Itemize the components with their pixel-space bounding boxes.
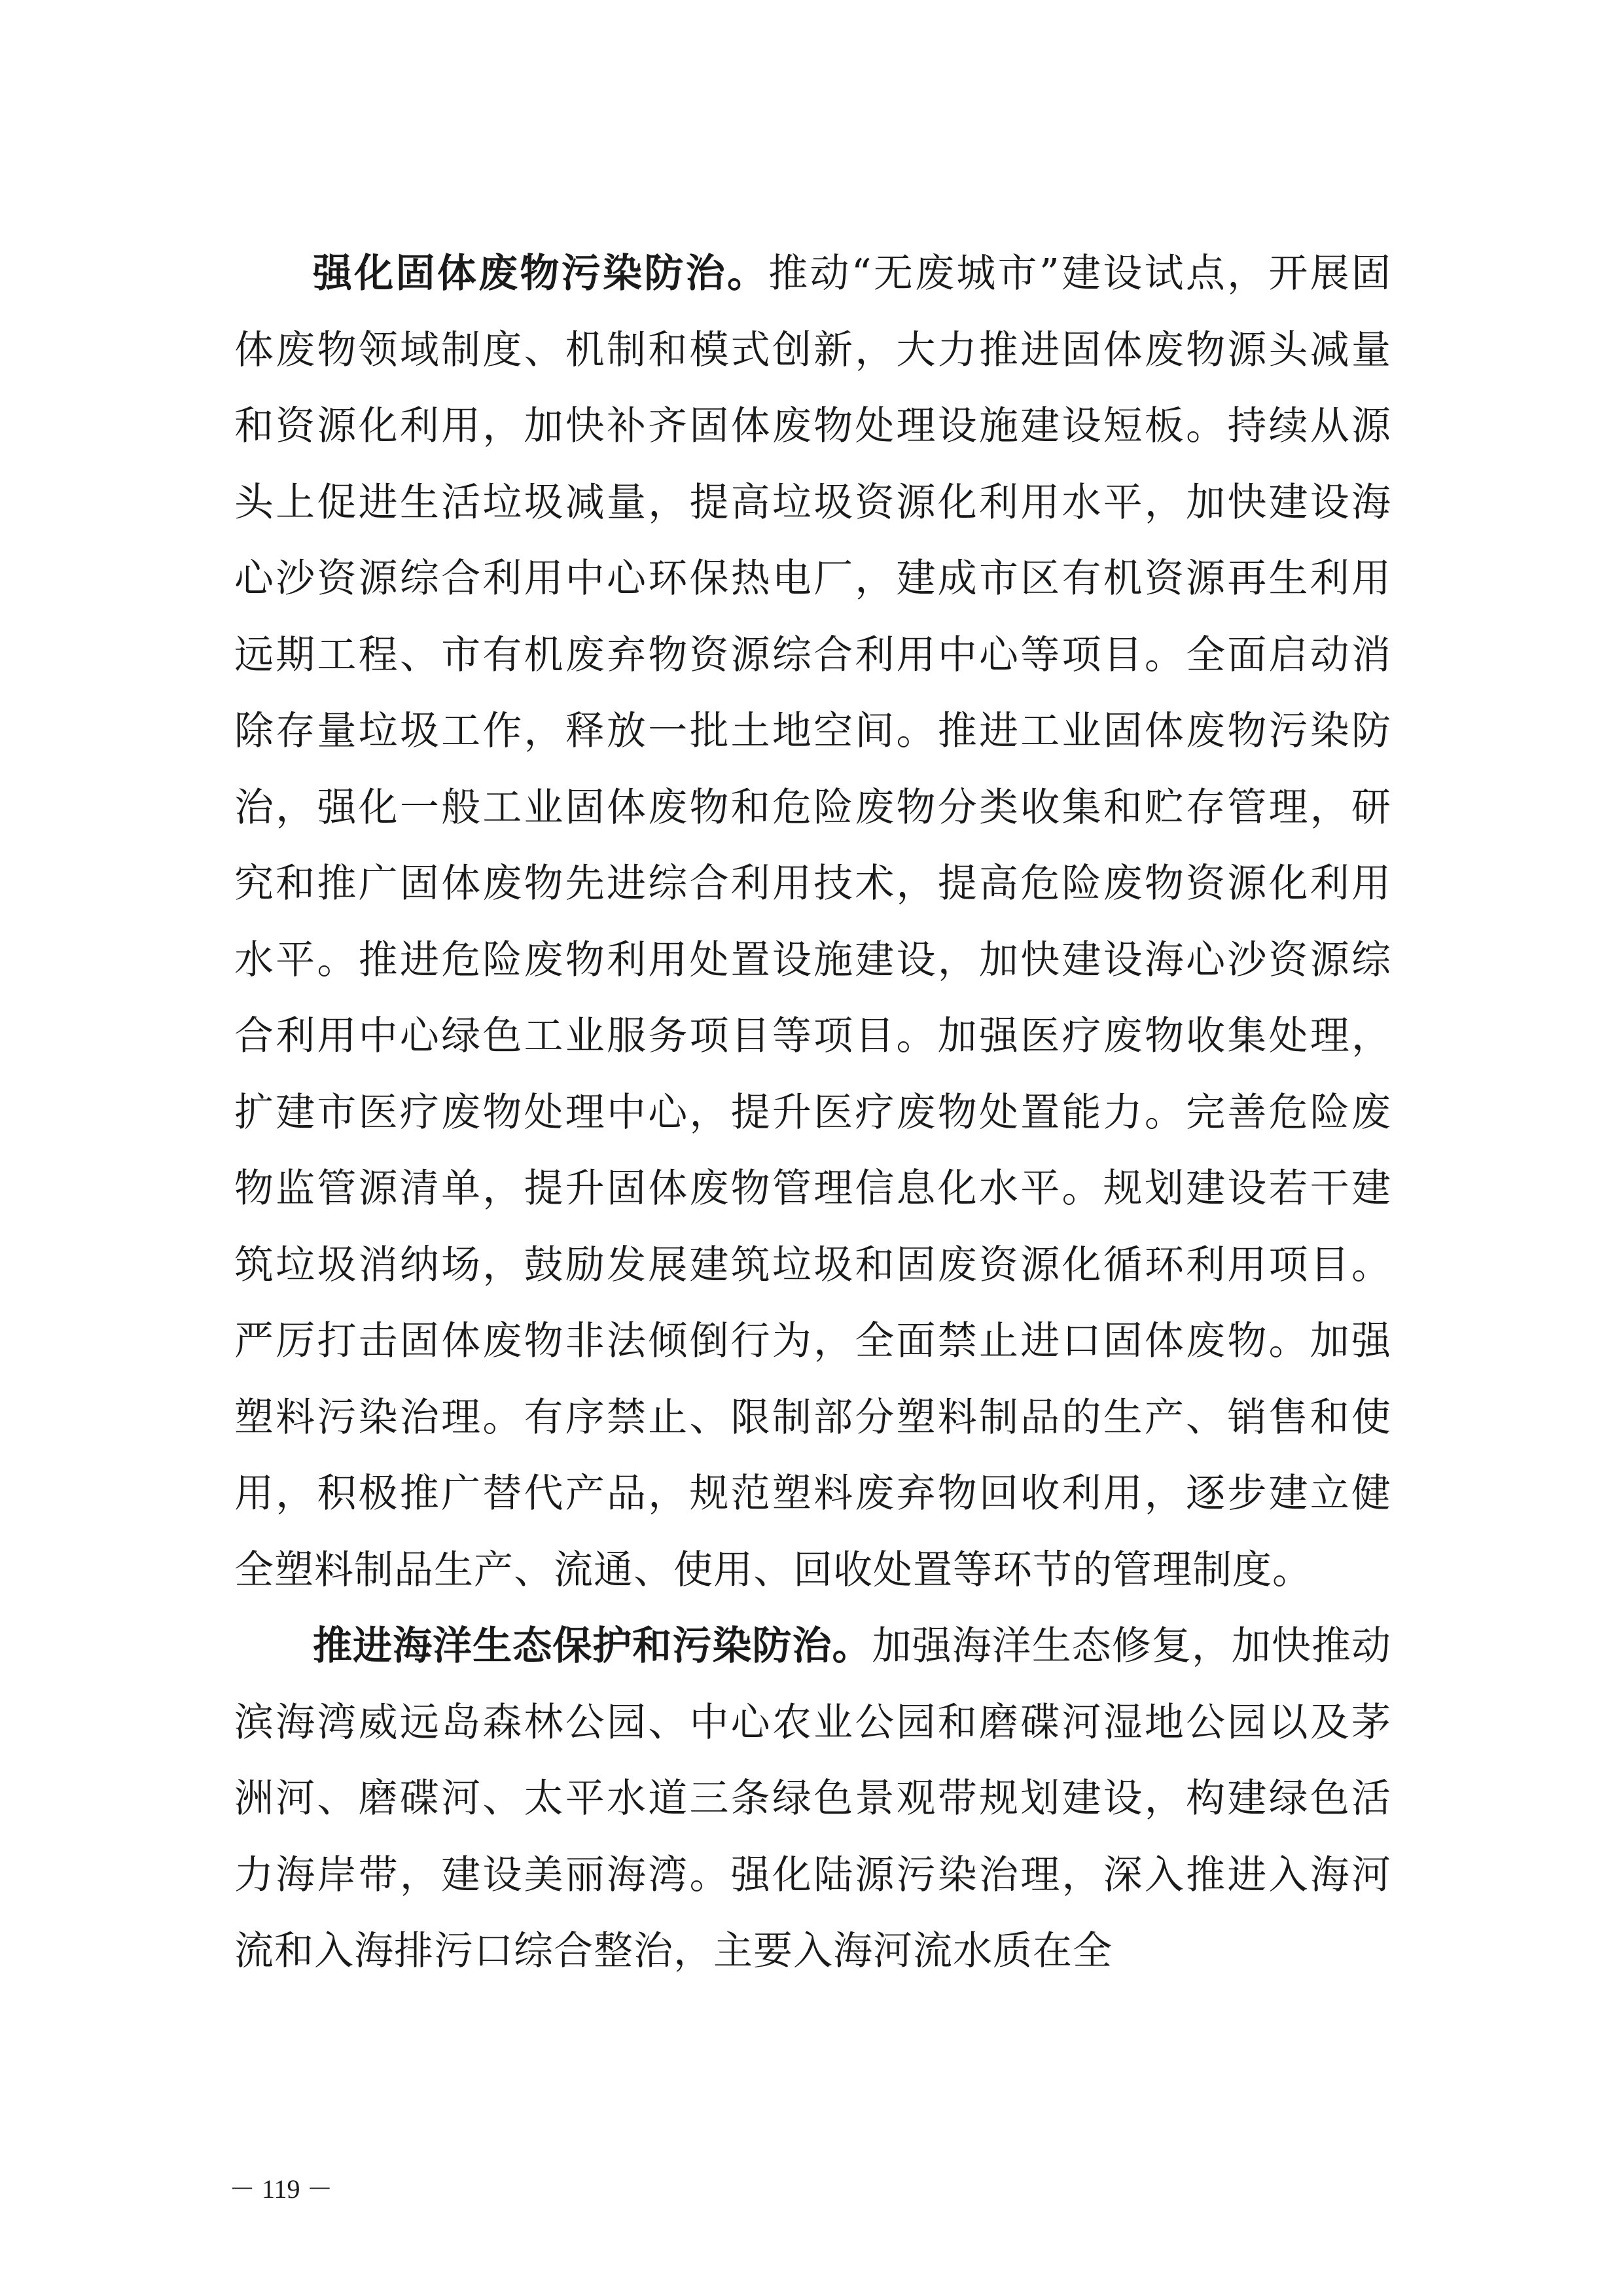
page-number: － 119 － [229, 2174, 333, 2204]
paragraph-heading: 推进海洋生态保护和污染防治。 [313, 1623, 872, 1669]
paragraph-body: 推动“无废城市”建设试点，开展固体废物领域制度、机制和模式创新，大力推进固体废物源头减量和资源化利用，加快补齐固体废物处理设施建设短板。持续从源头上促进生活垃圾减量，提高垃圾资源化利用水平，加快建设海心沙资源综合利用中心环保热电厂，建成市区有机资源再生利用远期工程、市有机废弃物资源综合利用中心等项目。全面启动消除存量垃圾工作，释放一批土地空间。推进工业固体废物污染防治，强化一般工业固体废物和危险废物分类收集和贮存管理，研究和推广固体废物先进综合利用技术，提高危险废物资源化利用水平。推进危险废物利用处置设施建设，加快建设海心沙资源综合利用中心绿色工业服务项目等项目。加强医疗废物收集处理，扩建市医疗废物处理中心，提升医疗废物处置能力。完善危险废物监管源清单，提升固体废物管理信息化水平。规划建设若干建筑垃圾消纳场，鼓励发展建筑垃圾和固废资源化循环利用项目。严厉打击固体废物非法倾倒行为，全面禁止进口固体废物。加强塑料污染治理。有序禁止、限制部分塑料制品的生产、销售和使用，积极推广替代产品，规范塑料废弃物回收利用，逐步建立健全塑料制品生产、流通、使用、回收处置等环节的管理制度。 [234, 251, 1391, 1593]
paragraph-body: 加强海洋生态修复，加快推动滨海湾威远岛森林公园、中心农业公园和磨碟河湿地公园以及茅洲河、磨碟河、太平水道三条绿色景观带规划建设，构建绿色活力海岸带，建设美丽海湾。强化陆源污染治理，深入推进入海河流和入海排污口综合整治，主要入海河流水质在全 [234, 1623, 1392, 1974]
body-text [234, 236, 1391, 1990]
paragraph-heading: 强化固体废物污染防治。 [313, 251, 769, 296]
paragraph-marine-ecology [234, 1608, 1391, 1990]
paragraph-solid-waste [234, 236, 1391, 1608]
